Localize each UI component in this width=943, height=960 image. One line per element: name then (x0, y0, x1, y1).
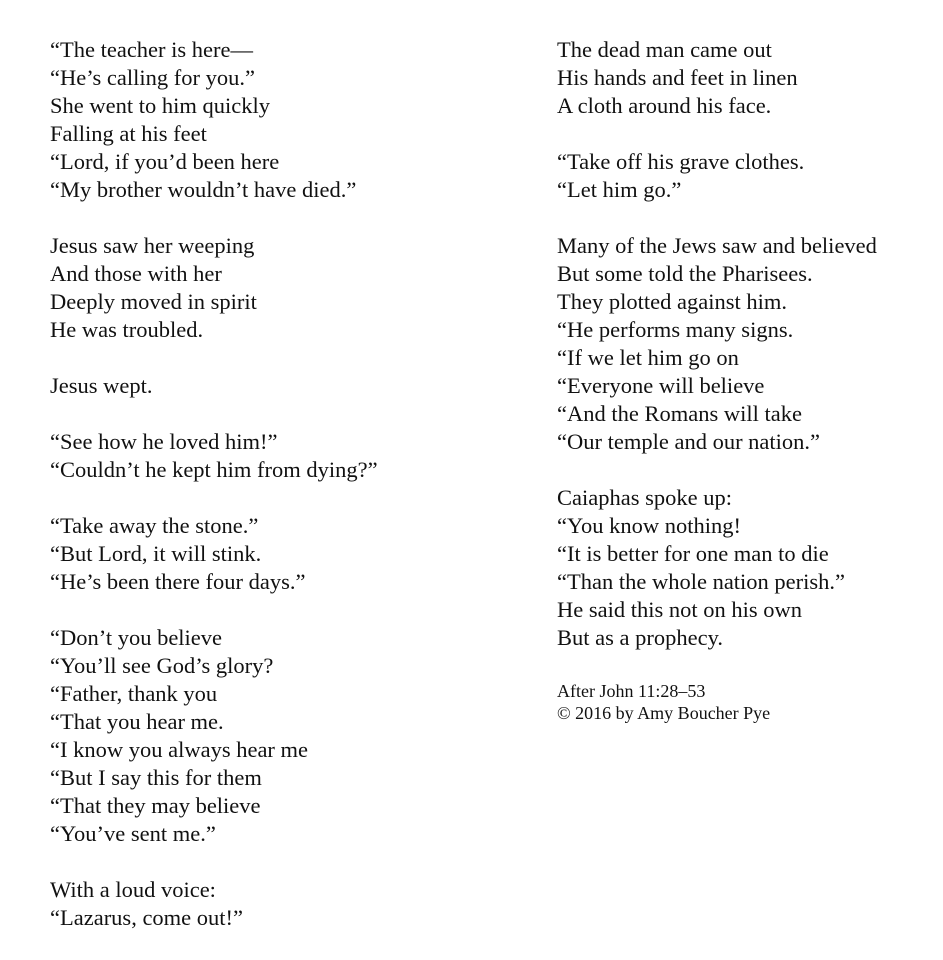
stanza (50, 372, 490, 400)
poem-line: “Father, thank you (50, 681, 218, 706)
poem-right-column (557, 36, 937, 724)
poem-line: “But I say this for them (50, 765, 262, 790)
poem-line: Many of the Jews saw and believed (557, 233, 877, 258)
poem-line: “I know you always hear me (50, 737, 309, 762)
poem-line: Jesus wept. (50, 373, 153, 398)
poem-credit (557, 680, 937, 724)
poem-line: “Lazarus, come out!” (50, 905, 244, 930)
poem-line: “It is better for one man to die (557, 541, 829, 566)
poem-line: “Couldn’t he kept him from dying?” (50, 457, 378, 482)
poem-line: He was troubled. (50, 317, 204, 342)
poem-line: “He performs many signs. (557, 317, 794, 342)
stanza (50, 232, 490, 344)
poem-line: “Than the whole nation perish.” (557, 569, 846, 594)
poem-line: “You’ll see God’s glory? (50, 653, 274, 678)
source-reference: After John 11:28–53 (557, 681, 706, 701)
poem-line: Falling at his feet (50, 121, 207, 146)
stanza (50, 624, 490, 848)
poem-line: “But Lord, it will stink. (50, 541, 262, 566)
poem-line: “See how he loved him!” (50, 429, 278, 454)
poem-line: “Don’t you believe (50, 625, 223, 650)
poem-line: “The teacher is here— (50, 37, 254, 62)
poem-line: “Lord, if you’d been here (50, 149, 280, 174)
stanza (557, 148, 937, 204)
copyright-notice: © 2016 by Amy Boucher Pye (557, 703, 771, 723)
poem-line: Jesus saw her weeping (50, 233, 255, 258)
poem-line: “Our temple and our nation.” (557, 429, 821, 454)
poem-line: But some told the Pharisees. (557, 261, 813, 286)
poem-line: They plotted against him. (557, 289, 787, 314)
poem-line: “He’s been there four days.” (50, 569, 306, 594)
stanza (50, 36, 490, 204)
poem-line: “He’s calling for you.” (50, 65, 255, 90)
poem-line: “That you hear me. (50, 709, 224, 734)
poem-line: “Take off his grave clothes. (557, 149, 805, 174)
poem-line: “You know nothing! (557, 513, 741, 538)
poem-line: “My brother wouldn’t have died.” (50, 177, 357, 202)
poem-line: Caiaphas spoke up: (557, 485, 732, 510)
poem-line: And those with her (50, 261, 222, 286)
poem-line: But as a prophecy. (557, 625, 723, 650)
poem-line: “And the Romans will take (557, 401, 802, 426)
stanza (50, 512, 490, 596)
poem-line: With a loud voice: (50, 877, 216, 902)
poem-line: Deeply moved in spirit (50, 289, 257, 314)
poem-line: “That they may believe (50, 793, 261, 818)
poem-left-column (50, 36, 490, 960)
stanza (557, 232, 937, 456)
stanza (50, 876, 490, 932)
poem-line: “You’ve sent me.” (50, 821, 216, 846)
poem-line: He said this not on his own (557, 597, 802, 622)
stanza (557, 36, 937, 120)
poem-line: “Let him go.” (557, 177, 682, 202)
poem-line: “Everyone will believe (557, 373, 765, 398)
poem-line: A cloth around his face. (557, 93, 772, 118)
poem-line: “If we let him go on (557, 345, 739, 370)
stanza (557, 484, 937, 652)
poem-line: The dead man came out (557, 37, 772, 62)
poem-line: His hands and feet in linen (557, 65, 798, 90)
poem-line: She went to him quickly (50, 93, 270, 118)
poem-line: “Take away the stone.” (50, 513, 259, 538)
stanza (50, 428, 490, 484)
